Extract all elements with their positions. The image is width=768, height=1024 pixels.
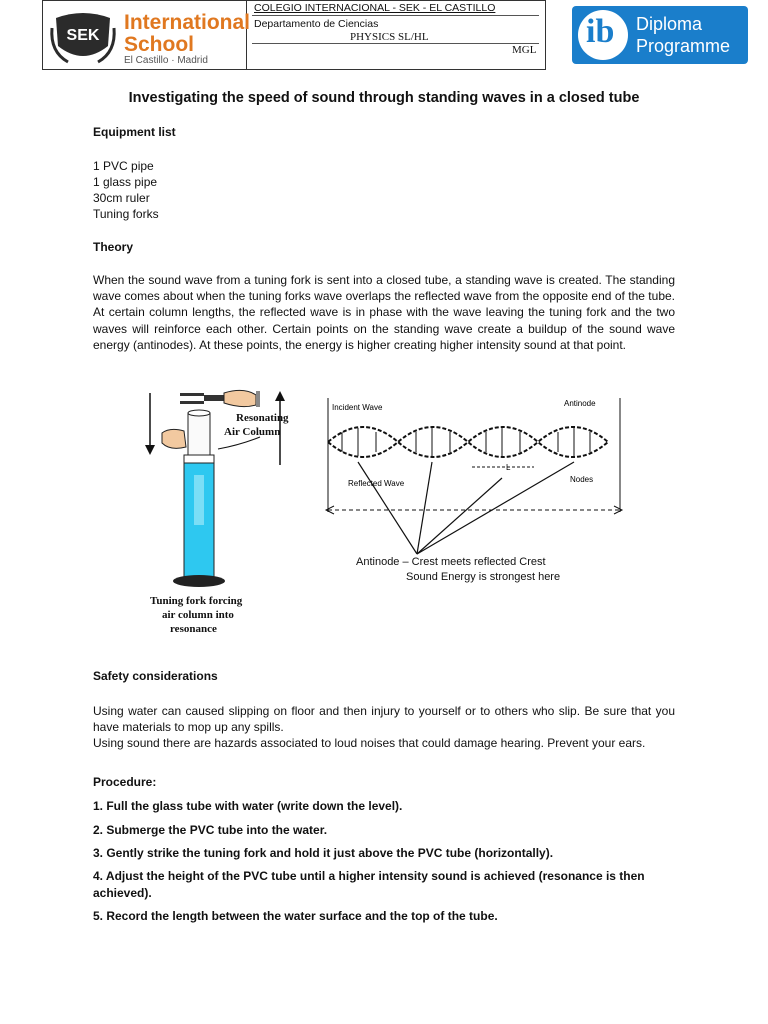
school-name-line2: School [124, 33, 195, 56]
ib-line1: Diploma [636, 14, 703, 34]
department-name: Departamento de Ciencias [254, 18, 379, 30]
svg-text:Nodes: Nodes [570, 475, 594, 484]
gripping-hand-icon [162, 429, 186, 448]
tuning-fork-icon [180, 393, 204, 396]
right-caption-1: Antinode – Crest meets reflected Crest [356, 556, 546, 568]
page-title: Investigating the speed of sound through standing waves in a closed tube [128, 90, 640, 106]
ib-letters: ib [586, 13, 615, 50]
procedure-step: 1. Full the glass tube with water (write down the level). [93, 799, 403, 813]
school-name-line1: International [124, 11, 251, 34]
hand-icon [224, 390, 256, 406]
left-caption-3: resonance [170, 623, 217, 635]
procedure-step: 5. Record the length between the water surface and the top of the tube. [93, 909, 498, 923]
sek-shield-icon [48, 8, 118, 66]
up-arrow-head-icon [275, 391, 285, 401]
svg-text:L: L [506, 463, 511, 472]
cylinder-base-icon [173, 575, 225, 587]
equipment-item: Tuning forks [93, 207, 159, 221]
procedure-heading: Procedure: [93, 775, 157, 789]
theory-paragraph: When the sound wave from a tuning fork is sent into a closed tube, a standing wave is created. The standing wave comes about when the tuning forks wave overlaps the reflected wave from the opposite end of the tube. At certain column lengths, the reflected wave is in phase with the wave leaving the tuning fork and the two waves will reinforce each other. Certain points on the standing wave create a buildup of the sound wave energy (antinodes). At these points, the energy is higher creating higher intensity sound at that point. [93, 273, 675, 352]
procedure-step: 2. Submerge the PVC tube into the water. [93, 823, 328, 837]
down-arrow-head-icon [145, 445, 155, 455]
resonating-label-1: Resonating [236, 412, 289, 424]
header-rule-1 [252, 15, 539, 16]
safety-paragraph-2: Using sound there are hazards associated to loud noises that could damage hearing. Prevent your ears. [93, 736, 646, 750]
teacher-initials: MGL [512, 44, 537, 56]
sek-logo [48, 8, 251, 66]
course-name: PHYSICS SL/HL [350, 31, 429, 43]
procedure-step: 4. Adjust the height of the PVC tube until a higher intensity sound is achieved (resonance is then achieved). [93, 869, 645, 900]
ib-logo [572, 6, 748, 64]
ib-line2: Programme [636, 36, 731, 56]
incident-wave-line [328, 427, 608, 457]
safety-heading: Safety considerations [93, 669, 218, 683]
svg-text:SEK: SEK [66, 27, 100, 44]
right-caption-2: Sound Energy is strongest here [406, 571, 561, 583]
equipment-heading: Equipment list [93, 125, 176, 139]
header-rule-2 [252, 43, 539, 44]
college-name: COLEGIO INTERNACIONAL - SEK - EL CASTILLO [254, 2, 496, 14]
equipment-item: 30cm ruler [93, 191, 150, 205]
procedure-step: 3. Gently strike the tuning fork and hold it just above the PVC tube (horizontally). [93, 846, 554, 860]
left-caption-2: air column into [162, 609, 234, 621]
svg-text:Incident Wave: Incident Wave [332, 403, 383, 412]
safety-paragraph-1: Using water can caused slipping on floor and then injury to yourself or to others who slip. Be sure that you have materials to mop up any spills. [93, 704, 675, 735]
equipment-item: 1 glass pipe [93, 175, 158, 189]
reflected-wave-line [328, 427, 608, 457]
svg-text:Antinode: Antinode [564, 399, 596, 408]
svg-text:Reflected Wave: Reflected Wave [348, 479, 405, 488]
resonating-label-2: Air Column [224, 426, 281, 438]
theory-heading: Theory [93, 240, 134, 254]
left-caption-1: Tuning fork forcing [150, 595, 243, 607]
equipment-item: 1 PVC pipe [93, 159, 154, 173]
school-location: El Castillo · Madrid [124, 55, 208, 66]
